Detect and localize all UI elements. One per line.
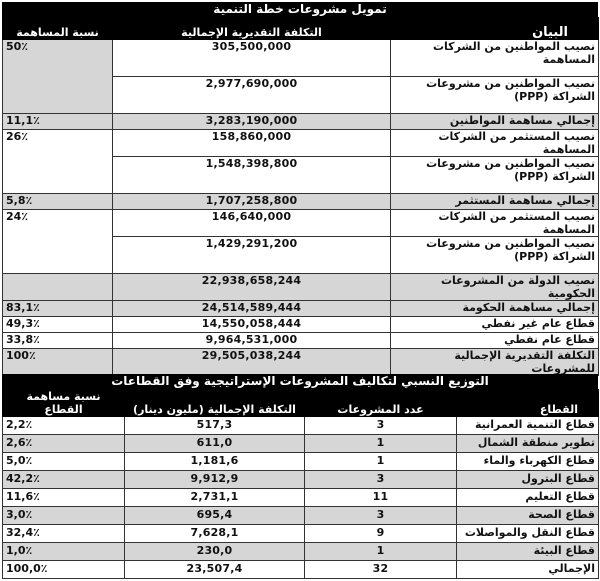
cost-cell: 305,500,000	[113, 40, 391, 77]
cost-cell: 1,181,6	[125, 453, 305, 471]
table-row	[3, 417, 599, 435]
table-row	[3, 130, 599, 157]
label-cell: نصيب المستثمر من الشركات المساهمة	[391, 210, 599, 237]
label-cell: إجمالي مساهمة الحكومة	[391, 301, 599, 317]
table-row	[3, 525, 599, 543]
count-cell: 3	[305, 507, 457, 525]
header-project-count: عدد المشروعات	[305, 390, 457, 417]
count-cell: 3	[305, 417, 457, 435]
label-cell: نصيب المواطنين من مشروعات الشراكة (PPP)	[391, 157, 599, 194]
cost-cell: 230,0	[125, 543, 305, 561]
sector-cell: قطاع الكهرباء والماء	[457, 453, 599, 471]
table-row	[3, 333, 599, 349]
header-total-cost: التكلفة الإجمالية (مليون دينار)	[125, 390, 305, 417]
sector-cell: الإجمالي	[457, 561, 599, 579]
cost-cell: 9,964,531,000	[113, 333, 391, 349]
cost-cell: 7,628,1	[125, 525, 305, 543]
label-cell: إجمالي مساهمة المواطنين	[391, 114, 599, 130]
share-cell: 49,3٪	[3, 317, 113, 333]
count-cell: 1	[305, 543, 457, 561]
header-share: نسبة المساهمة	[3, 18, 113, 40]
share-cell: 5,8٪	[3, 194, 113, 210]
table-row	[3, 349, 599, 376]
table-row	[3, 210, 599, 237]
label-cell: نصيب المواطنين من الشركات المساهمة	[391, 40, 599, 77]
share-cell: 83,1٪	[3, 301, 113, 317]
sector-cell: تطوير منطقة الشمال	[457, 435, 599, 453]
table2-body	[3, 417, 599, 579]
cost-cell: 9,912,9	[125, 471, 305, 489]
table-row	[3, 114, 599, 130]
label-cell: إجمالي مساهمة المستثمر	[391, 194, 599, 210]
share-cell: 3,0٪	[3, 507, 125, 525]
table-row	[3, 435, 599, 453]
cost-cell: 517,3	[125, 417, 305, 435]
share-cell: 32,4٪	[3, 525, 125, 543]
share-cell	[3, 274, 113, 301]
table-row	[3, 317, 599, 333]
label-cell: نصيب المواطنين من مشروعات الشراكة (PPP)	[391, 237, 599, 274]
label-cell: التكلفة التقديرية الإجمالية للمشروعات	[391, 349, 599, 376]
table2-header-row	[3, 390, 599, 417]
cost-cell: 23,507,4	[125, 561, 305, 579]
sector-cell: قطاع البيئة	[457, 543, 599, 561]
cost-cell: 3,283,190,000	[113, 114, 391, 130]
cost-cell: 695,4	[125, 507, 305, 525]
cost-cell: 2,977,690,000	[113, 77, 391, 114]
cost-cell: 611,0	[125, 435, 305, 453]
cost-cell: 158,860,000	[113, 130, 391, 157]
cost-cell: 1,429,291,200	[113, 237, 391, 274]
table-row	[3, 274, 599, 301]
header-cost: التكلفة التقديرية الإجمالية	[113, 18, 391, 40]
count-cell: 1	[305, 453, 457, 471]
share-cell: 100٪	[3, 349, 113, 376]
header-sector: القطاع	[457, 390, 599, 417]
cost-cell: 14,550,058,444	[113, 317, 391, 333]
share-cell: 42,2٪	[3, 471, 125, 489]
header-statement: البيان	[391, 18, 599, 40]
table-row	[3, 194, 599, 210]
sector-distribution-table	[2, 389, 599, 579]
table1-title: تمويل مشروعات خطة التنمية	[2, 2, 598, 17]
table-row	[3, 543, 599, 561]
header-sector-share: نسبة مساهمة القطاع	[3, 390, 125, 417]
label-cell: نصيب المواطنين من مشروعات الشراكة (PPP)	[391, 77, 599, 114]
count-cell: 32	[305, 561, 457, 579]
table-row	[3, 561, 599, 579]
table-row	[3, 489, 599, 507]
count-cell: 1	[305, 435, 457, 453]
table-row	[3, 301, 599, 317]
cost-cell: 29,505,038,244	[113, 349, 391, 376]
cost-cell: 22,938,658,244	[113, 274, 391, 301]
table1-header-row	[3, 18, 599, 40]
share-cell: 5,0٪	[3, 453, 125, 471]
sector-cell: قطاع الصحة	[457, 507, 599, 525]
sector-cell: قطاع البترول	[457, 471, 599, 489]
sector-cell: قطاع النقل والمواصلات	[457, 525, 599, 543]
cost-cell: 146,640,000	[113, 210, 391, 237]
count-cell: 9	[305, 525, 457, 543]
share-cell: 50٪	[3, 40, 113, 114]
share-cell: 1,0٪	[3, 543, 125, 561]
table-row	[3, 40, 599, 77]
label-cell: نصيب المستثمر من الشركات المساهمة	[391, 130, 599, 157]
count-cell: 3	[305, 471, 457, 489]
share-cell: 24٪	[3, 210, 113, 274]
table-row	[3, 507, 599, 525]
label-cell: نصيب الدولة من المشروعات الحكومية	[391, 274, 599, 301]
label-cell: قطاع عام غير نفطي	[391, 317, 599, 333]
cost-cell: 1,707,258,800	[113, 194, 391, 210]
share-cell: 2,6٪	[3, 435, 125, 453]
table-row	[3, 453, 599, 471]
share-cell: 33,8٪	[3, 333, 113, 349]
cost-cell: 24,514,589,444	[113, 301, 391, 317]
share-cell: 26٪	[3, 130, 113, 194]
share-cell: 2,2٪	[3, 417, 125, 435]
share-cell: 100,0٪	[3, 561, 125, 579]
table-row	[3, 471, 599, 489]
sector-cell: قطاع التنمية العمرانية	[457, 417, 599, 435]
count-cell: 11	[305, 489, 457, 507]
share-cell: 11,1٪	[3, 114, 113, 130]
share-cell: 11,6٪	[3, 489, 125, 507]
label-cell: قطاع عام نفطي	[391, 333, 599, 349]
sector-cell: قطاع التعليم	[457, 489, 599, 507]
table2-title: التوزيع النسبي لتكاليف المشروعات الإستراتيجية وفق القطاعات	[2, 374, 598, 389]
funding-table	[2, 17, 599, 376]
cost-cell: 2,731,1	[125, 489, 305, 507]
cost-cell: 1,548,398,800	[113, 157, 391, 194]
